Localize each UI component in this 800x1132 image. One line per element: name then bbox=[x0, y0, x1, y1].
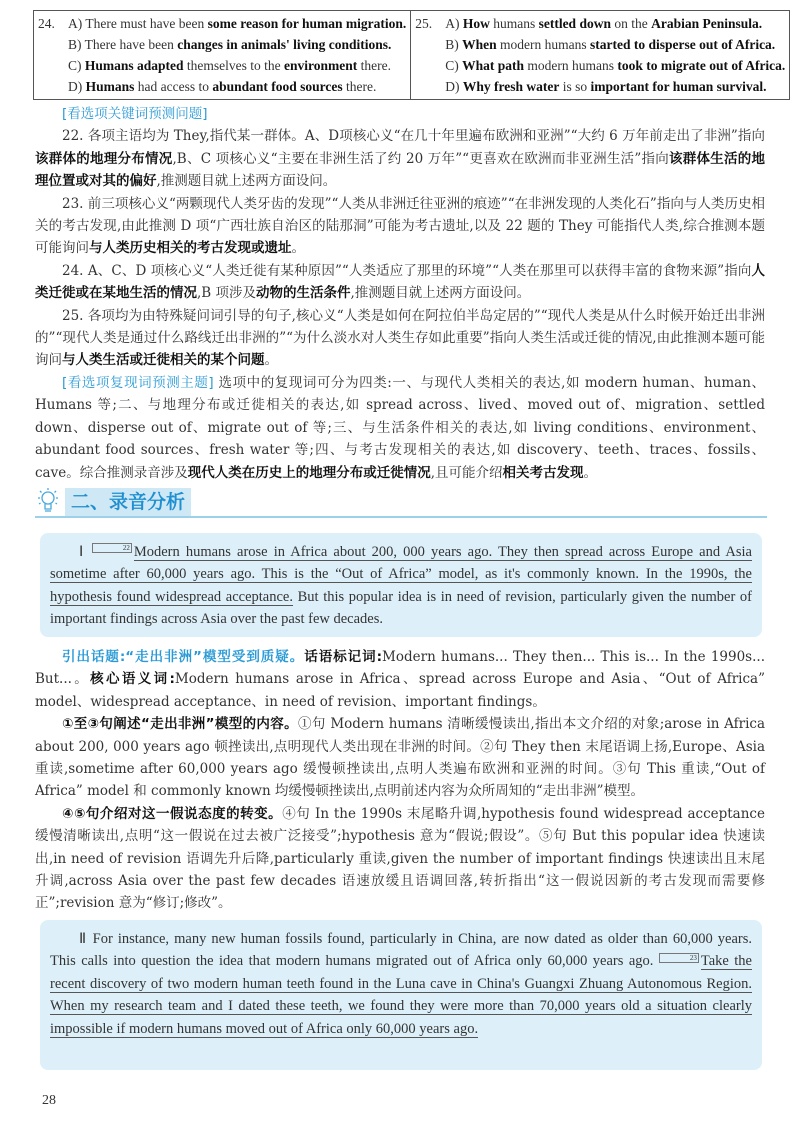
keyword-text: Humans bbox=[85, 79, 135, 94]
text-segment: there. bbox=[357, 58, 391, 73]
text-segment: 24. A、C、D 项核心义“人类迁徙有某种原因”“人类适应了那里的环境”“人类在那里可以获得丰富的食物来源”指向 bbox=[62, 262, 752, 279]
text-segment: 。 bbox=[291, 240, 305, 257]
text-segment: ,且可能介绍 bbox=[430, 464, 503, 481]
text-segment: 25. 各项均为由特殊疑问词引导的句子,核心义“人类是如何在阿拉伯半岛定居的”“现代人类是从什么时候开始迁出非洲的”“现代人类是通过什么路线迁出非洲的”“为什么淡水对人类生存如此重要”指向人类生活或迁徙的情况,由此推测本题可能询问 bbox=[35, 307, 765, 369]
text-segment: there. bbox=[342, 79, 377, 94]
keyword-text: Arabian Peninsula. bbox=[651, 16, 763, 31]
option-item bbox=[38, 34, 406, 55]
option-item bbox=[415, 34, 785, 55]
keyword-text: 相关考古发现 bbox=[502, 464, 584, 481]
page-number: 28 bbox=[42, 1093, 56, 1108]
text-segment: humans bbox=[489, 16, 539, 31]
keyword-text: settled down bbox=[538, 16, 611, 31]
text-segment: 选项中的复现词可分为四类:一、与现代人类相关的表达,如 modern human、human、Humans 等;二、与地理分布或迁徙相关的表达,如 spread across、lived、moved out of、migration、settled down、disperse out of、migrate out of 等;三、与生活条件相关的表达,如 living conditions、environment、abundant food sources、fresh water 等;四、与考古发现相关的表达,如 discovery、teeth、traces、fossils、cave。综合推测录音涉及 bbox=[35, 374, 765, 481]
options-table bbox=[33, 10, 790, 100]
paragraph bbox=[35, 372, 765, 484]
paragraph bbox=[35, 103, 765, 125]
text-segment: 。 bbox=[583, 464, 598, 481]
keyword-text: 该群体的地理分布情况 bbox=[35, 150, 173, 167]
keyword-text: 动物的生活条件 bbox=[256, 285, 351, 302]
question-number: 25. bbox=[415, 16, 433, 31]
keyword-text: Why fresh water bbox=[462, 79, 560, 94]
transcript-passage-2 bbox=[40, 920, 762, 1070]
text-segment: Modern humans arose in Africa、spread across Europe and Asia、“Out of Africa” model、widespread acceptance、in need of revision、important findings。 bbox=[35, 671, 765, 710]
option-item bbox=[38, 76, 406, 97]
paragraph bbox=[50, 928, 752, 1040]
label-text: 引出话题:“走出非洲”模型受到质疑。 bbox=[62, 649, 305, 665]
text-segment: Modern humans arose in Africa about 200, 000 years ago. They then spread across Europe and Asia sometime after 60,000 years ago. This is the “Out of Africa” model, as it's commonly known. In the 1990s, the hypothesis found widespread acceptance. bbox=[50, 544, 752, 605]
question-marker: 23 bbox=[659, 953, 699, 963]
text-segment: modern humans bbox=[496, 37, 590, 52]
keyword-text: What path bbox=[462, 58, 524, 73]
keyword-text: 人类迁徙或在某地生活的情况 bbox=[35, 262, 765, 302]
option-item bbox=[415, 76, 785, 97]
keyword-text: Humans adapted bbox=[84, 58, 184, 73]
keyword-text: ①至③句阐述“走出非洲”模型的内容。 bbox=[62, 716, 298, 733]
text-segment: Take the recent discovery of two modern human teeth found in the Luna cave in China's Guangxi Zhuang Autonomous Region. When my research team and I dated these teeth, we found they were more than 70,000 years old a situation clearly impossible if modern humans moved out of Africa only 60,000 years ago. bbox=[50, 953, 752, 1037]
paragraph bbox=[35, 646, 765, 713]
keyword-text: took to migrate out of Africa. bbox=[617, 58, 786, 73]
keyword-text: abundant food sources bbox=[212, 79, 343, 94]
text-segment: D) bbox=[68, 79, 86, 94]
text-segment: had access to bbox=[134, 79, 213, 94]
text-segment: But this popular idea is in need of revision, particularly given the number of important findings across Asia over the past few decades. bbox=[50, 588, 752, 628]
keyword-text: 与人类历史相关的考古发现或遗址 bbox=[89, 240, 292, 257]
keyword-text: some reason for human migration. bbox=[207, 16, 407, 31]
option-item bbox=[38, 55, 406, 76]
keyword-text: 话语标记词: bbox=[304, 649, 383, 665]
text-segment: B) There have been bbox=[68, 37, 178, 52]
section-title: 二、录音分析 bbox=[65, 488, 191, 516]
option-item bbox=[415, 13, 785, 34]
text-segment: ④句 In the 1990s 末尾略升调,hypothesis found widespread acceptance 缓慢清晰读出,点明“这一假说在过去被广泛接受”;hypothesis 意为“假说;假设”。⑤句 But this popular idea 快速读出,in need of revision 语调先升后降,particularly 重读,given the number of important findings 快速读出且末尾升调,across Asia over the past few decades 语速放缓且语调回落,转折指出“这一假说因新的考古发现而需要修正”;revision 意为“修订;修改”。 bbox=[35, 805, 765, 912]
text-segment: D) bbox=[445, 79, 463, 94]
lightbulb-icon bbox=[35, 486, 61, 516]
keyword-text: changes in animals' living conditions. bbox=[177, 37, 392, 52]
text-segment: C) bbox=[68, 58, 85, 73]
keyword-text: 与人类生活或迁徙相关的某个问题 bbox=[62, 352, 265, 369]
text-segment: ,推测题目就上述两方面设问。 bbox=[350, 285, 531, 302]
option-analysis bbox=[35, 103, 765, 484]
paragraph bbox=[35, 125, 765, 192]
text-segment: themselves to the bbox=[183, 58, 285, 73]
paragraph bbox=[35, 713, 765, 803]
question-number: 24. bbox=[38, 16, 55, 31]
transcript-passage-1 bbox=[40, 533, 762, 637]
paragraph bbox=[35, 193, 765, 260]
keyword-text: 该群体生活的地理位置或对其的偏好 bbox=[35, 150, 766, 190]
text-segment: 22. 各项主语均为 They,指代某一群体。A、D项核心义“在几十年里遍布欧洲和亚洲”“大约 6 万年前走出了非洲”指向 bbox=[62, 128, 765, 145]
question-25-options bbox=[411, 11, 790, 100]
keyword-text: How bbox=[462, 16, 490, 31]
label-text: [看选项关键词预测问题] bbox=[62, 106, 208, 122]
text-segment: 23. 前三项核心义“两颗现代人类牙齿的发现”“人类从非洲迁往亚洲的痕迹”“在非洲发现的人类化石”指向与人类历史相关的考古发现,由此推测 D 项“广西壮族自治区的陆那洞”可能为考古遗址,以及 22 题的 They 可能指代人类,综合推测本题可能询问 bbox=[35, 195, 765, 257]
text-segment: on the bbox=[610, 16, 652, 31]
paragraph bbox=[35, 260, 765, 305]
text-segment: A) There must have been bbox=[68, 16, 208, 31]
paragraph bbox=[35, 305, 765, 372]
text-segment: is so bbox=[559, 79, 591, 94]
label-text: [看选项复现词预测主题] bbox=[62, 374, 214, 391]
option-item bbox=[415, 55, 785, 76]
keyword-text: environment bbox=[284, 58, 358, 73]
text-segment: ,推测题目就上述两方面设问。 bbox=[156, 173, 337, 190]
keyword-text: started to disperse out of Africa. bbox=[589, 37, 776, 52]
text-segment: Ⅱ For instance, many new human fossils found, particularly in China, are now dated as older than 60,000 years. This calls into question the idea that modern humans migrated out of Africa only 60,000 years ago. bbox=[50, 931, 752, 970]
passage-1-analysis bbox=[35, 646, 765, 915]
question-24-options bbox=[34, 11, 411, 100]
paragraph bbox=[35, 803, 765, 915]
text-segment: ,B、C 项核心义“主要在非洲生活了约 20 万年”“更喜欢在欧洲而非亚洲生活”指向 bbox=[172, 150, 669, 167]
keyword-text: 现代人类在历史上的地理分布或迁徙情况 bbox=[187, 464, 431, 481]
text-segment: Ⅰ bbox=[79, 544, 92, 560]
question-marker: 22 bbox=[92, 543, 132, 553]
paragraph bbox=[50, 541, 752, 631]
text-segment: A) bbox=[445, 16, 463, 31]
text-segment: Modern humans... They then... This is... In the 1990s... But...。 bbox=[35, 649, 765, 688]
text-segment: ①句 Modern humans 清晰缓慢读出,指出本文介绍的对象;arose in Africa about 200, 000 years ago 顿挫读出,点明现代人类出现在非洲的时间。②句 They then 末尾语调上扬,Europe、Asia 重读,sometime after 60,000 years ago 缓慢顿挫读出,点明人类遍布欧洲和亚洲的时间。③句 This 重读,“Out of Africa” model 和 commonly known 均缓慢顿挫读出,点明前述内容为众所周知的“走出非洲”模型。 bbox=[35, 716, 765, 800]
option-item bbox=[38, 13, 406, 34]
keyword-text: 核心语义词: bbox=[90, 671, 175, 688]
text-segment: 。 bbox=[264, 352, 278, 369]
keyword-text: ④⑤句介绍对这一假说态度的转变。 bbox=[62, 805, 283, 822]
text-segment: B) bbox=[445, 37, 463, 52]
keyword-text: When bbox=[462, 37, 497, 52]
section-heading bbox=[35, 484, 767, 518]
keyword-text: important for human survival. bbox=[590, 79, 767, 94]
text-segment: modern humans bbox=[523, 58, 618, 73]
text-segment: C) bbox=[445, 58, 463, 73]
text-segment: ,B 项涉及 bbox=[197, 285, 257, 302]
